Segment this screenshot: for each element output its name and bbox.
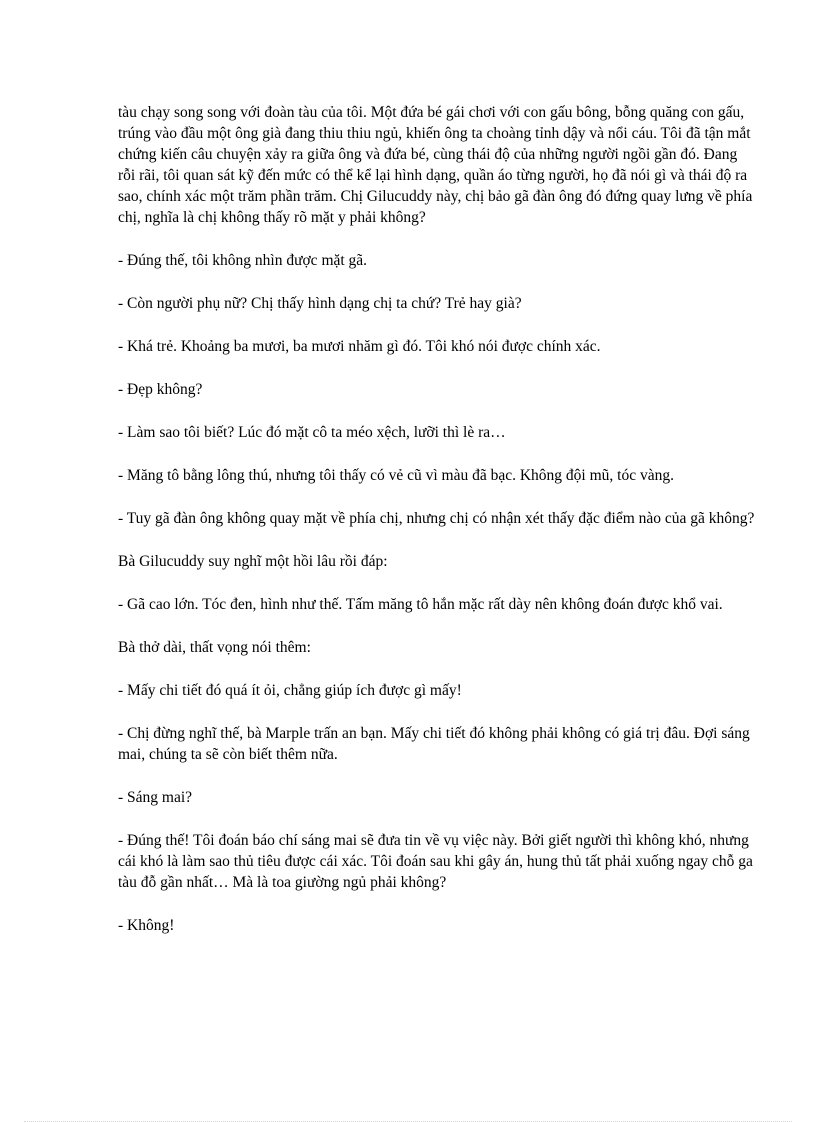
paragraph: - Làm sao tôi biết? Lúc đó mặt cô ta méo xệch, lưỡi thì lè ra… xyxy=(118,424,506,441)
paragraph: - Sáng mai? xyxy=(118,789,193,806)
paragraph: - Măng tô bằng lông thú, nhưng tôi thấy có vẻ cũ vì màu đã bạc. Không đội mũ, tóc vàng. xyxy=(118,467,674,484)
paragraph: - Đẹp không? xyxy=(118,381,203,398)
paragraph: - Chị đừng nghĩ thế, bà Marple trấn an bạn. Mấy chi tiết đó không phải không có giá trị đâu. Đợi sáng mai, chúng ta sẽ còn biết thêm nữa. xyxy=(118,725,750,763)
paragraph: - Không! xyxy=(118,917,175,934)
page-bottom-divider xyxy=(24,1121,792,1122)
paragraph: - Khá trẻ. Khoảng ba mươi, ba mươi nhăm gì đó. Tôi khó nói được chính xác. xyxy=(118,338,601,355)
paragraph: - Đúng thế, tôi không nhìn được mặt gã. xyxy=(118,252,368,269)
paragraph: - Gã cao lớn. Tóc đen, hình như thế. Tấm măng tô hắn mặc rất dày nên không đoán được khổ vai. xyxy=(118,596,723,613)
paragraph: - Tuy gã đàn ông không quay mặt về phía chị, nhưng chị có nhận xét thấy đặc điểm nào của gã không? xyxy=(118,510,755,527)
paragraph: - Mấy chi tiết đó quá ít ỏi, chẳng giúp ích được gì mấy! xyxy=(118,682,462,699)
document-body xyxy=(118,102,758,958)
paragraph: tàu chạy song song với đoàn tàu của tôi. Một đứa bé gái chơi với con gấu bông, bỗng quăng con gấu, trúng vào đầu một ông già đang thiu thiu ngủ, khiến ông ta choàng tỉnh dậy và nổi cáu. Tôi đã tận mắt chứng kiến câu chuyện xảy ra giữa ông và đứa bé, cùng thái độ của những người ngồi gần đó. Đang rỗi rãi, tôi quan sát kỹ đến mức có thể kể lại hình dạng, quần áo từng người, họ đã nói gì và thái độ ra sao, chính xác một trăm phần trăm. Chị Gilucuddy này, chị bảo gã đàn ông đó đứng quay lưng về phía chị, nghĩa là chị không thấy rõ mặt y phải không? xyxy=(118,104,753,226)
paragraph: - Còn người phụ nữ? Chị thấy hình dạng chị ta chứ? Trẻ hay già? xyxy=(118,295,522,312)
paragraph: Bà thở dài, thất vọng nói thêm: xyxy=(118,639,311,656)
paragraph: Bà Gilucuddy suy nghĩ một hồi lâu rồi đáp: xyxy=(118,553,388,570)
paragraph: - Đúng thế! Tôi đoán báo chí sáng mai sẽ đưa tin về vụ việc này. Bởi giết người thì không khó, nhưng cái khó là làm sao thủ tiêu được cái xác. Tôi đoán sau khi gây án, hung thủ tất phải xuống ngay chỗ ga tàu đỗ gần nhất… Mà là toa giường ngủ phải không? xyxy=(118,832,753,891)
